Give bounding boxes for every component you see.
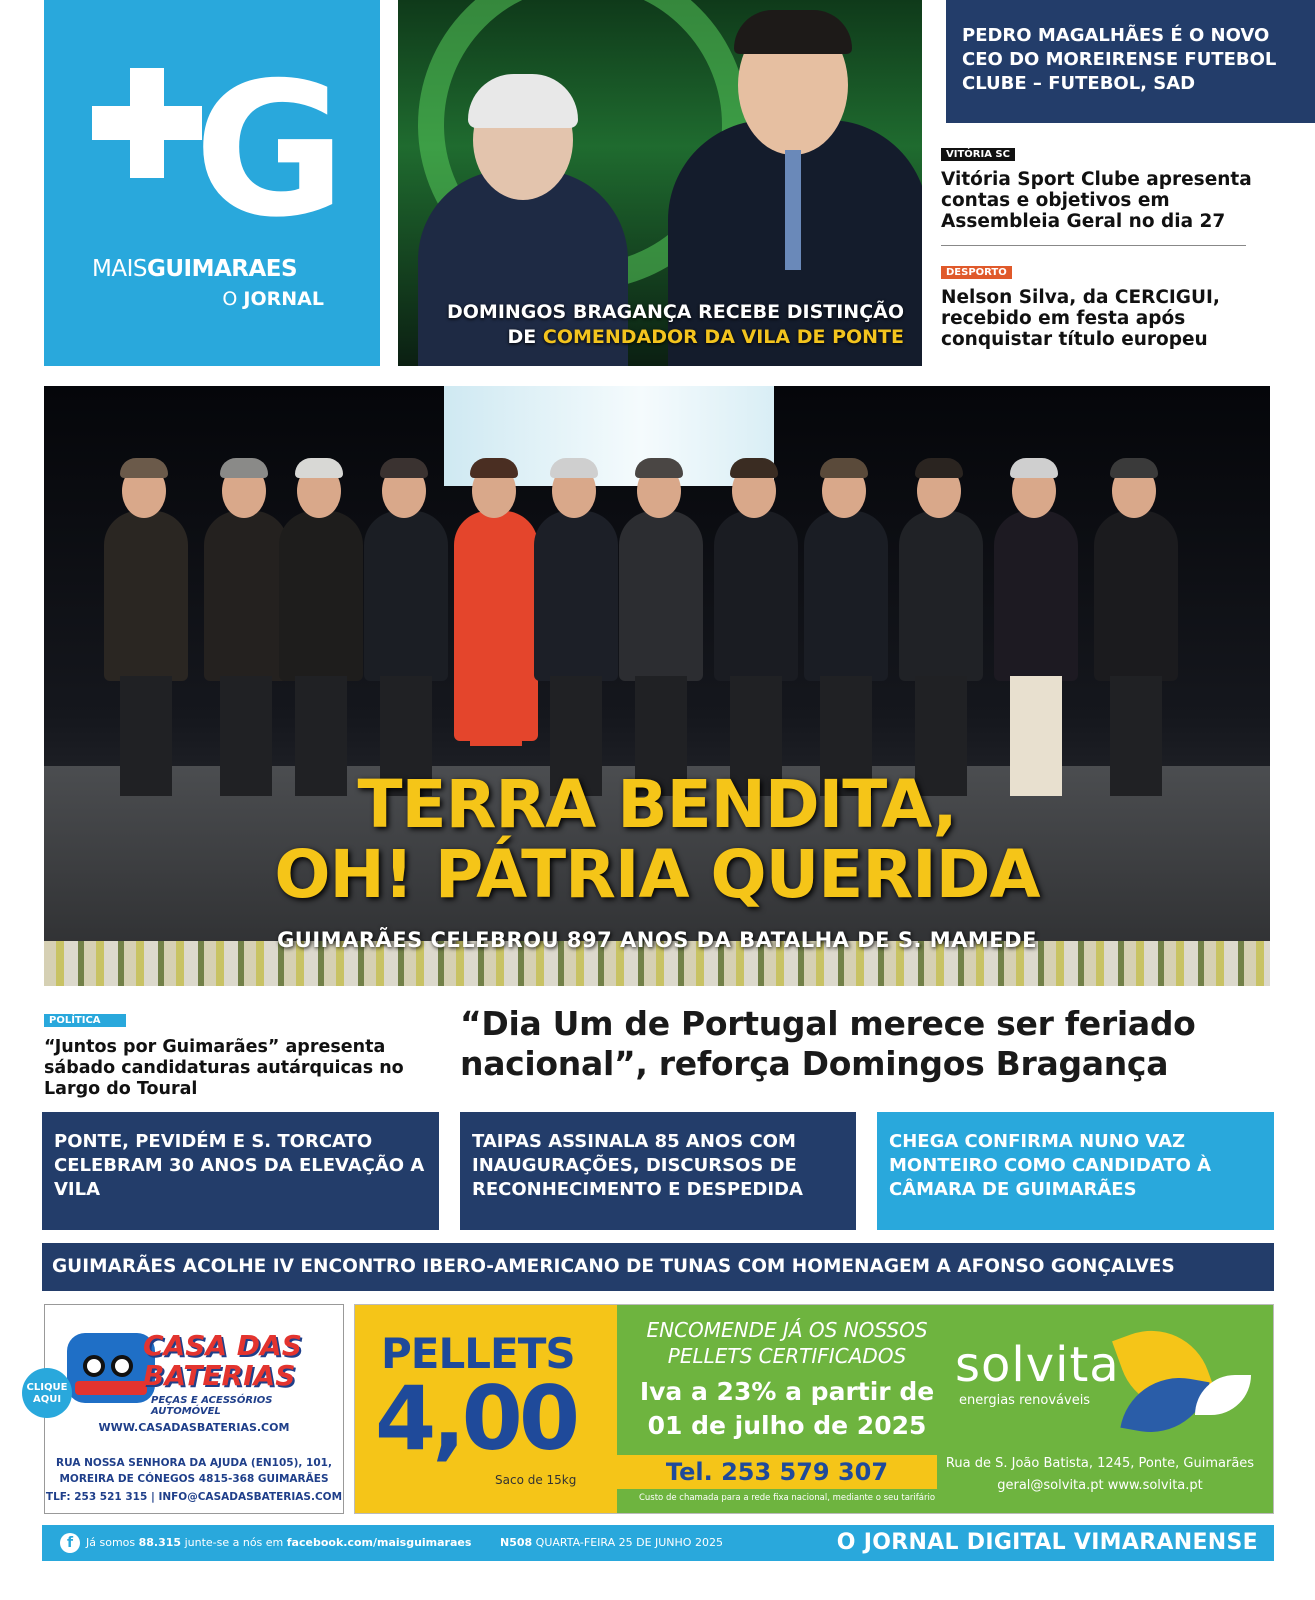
ad-iva-text: Iva a 23% a partir de 01 de julho de 2025 xyxy=(639,1377,935,1440)
ad-price: 4,00 xyxy=(375,1367,577,1470)
story-box-ponte[interactable]: PONTE, PEVIDÉM E S. TORCATO CELEBRAM 30 ANOS DA ELEVAÇÃO A VILA xyxy=(42,1112,439,1230)
main-headline[interactable]: TERRA BENDITA, OH! PÁTRIA QUERIDA xyxy=(274,766,1040,913)
casa-das-baterias-logo xyxy=(67,1325,337,1415)
solvita-logo: solvita xyxy=(955,1337,1120,1393)
ad-order-text: ENCOMENDE JÁ OS NOSSOS PELLETS CERTIFICADOS xyxy=(646,1318,928,1368)
ad-contact: TLF: 253 521 315 | INFO@CASADASBATERIAS.COM xyxy=(45,1491,343,1503)
facebook-cta[interactable]: Já somos 88.315 junte-se a nós em facebook.com/maisguimaraes xyxy=(86,1536,472,1549)
solvita-address: Rua de S. João Batista, 1245, Ponte, Guimarães geral@solvita.pt www.solvita.pt xyxy=(945,1456,1255,1493)
ad-solvita[interactable] xyxy=(354,1304,1274,1514)
side-story-title: Nelson Silva, da CERCIGUI, recebido em festa após conquistar título europeu xyxy=(941,287,1220,350)
solvita-subtitle: energias renováveis xyxy=(959,1393,1091,1408)
caption-highlight: COMENDADOR DA VILA DE PONTE xyxy=(542,326,904,348)
category-tag: POLÍTICA xyxy=(44,1014,126,1027)
category-tag: VITÓRIA SC xyxy=(941,148,1015,161)
story-box-taipas[interactable]: TAIPAS ASSINALA 85 ANOS COM INAUGURAÇÕES, DISCURSOS DE RECONHECIMENTO E DESPEDIDA xyxy=(460,1112,856,1230)
ad-call-note: Custo de chamada para a rede fixa nacional, mediante o seu tarifário xyxy=(638,1493,936,1503)
ad-slogan: PEÇAS E ACESSÓRIOS AUTOMÓVEL xyxy=(151,1395,273,1417)
side-story-desporto[interactable] xyxy=(941,260,1281,350)
ad-phone[interactable]: Tel. 253 579 307 xyxy=(617,1455,937,1489)
side-story-title: Vitória Sport Clube apresenta contas e objetivos em Assembleia Geral no dia 27 xyxy=(941,169,1252,232)
masthead-name: MAISGUIMARAES xyxy=(92,256,298,282)
facebook-icon[interactable]: f xyxy=(60,1533,80,1553)
ad-product: PELLETS xyxy=(381,1329,575,1378)
edition-info: N508 QUARTA-FEIRA 25 DE JUNHO 2025 xyxy=(500,1536,723,1549)
footer-bar xyxy=(42,1525,1274,1561)
battery-car-icon xyxy=(67,1333,155,1403)
ad-unit: Saco de 15kg xyxy=(495,1473,577,1487)
story-politica[interactable] xyxy=(44,1008,434,1100)
divider xyxy=(941,245,1246,246)
headline-box-moreirense[interactable]: PEDRO MAGALHÃES É O NOVO CEO DO MOREIRENSE FUTEBOL CLUBE – FUTEBOL, SAD xyxy=(946,0,1315,123)
logo-letter-g: G xyxy=(194,42,340,258)
ad-brand: CASA DAS BATERIAS xyxy=(143,1329,302,1392)
plus-icon xyxy=(92,68,202,178)
clique-aqui-button[interactable]: CLIQUE AQUI xyxy=(22,1368,72,1418)
category-tag: DESPORTO xyxy=(941,266,1012,279)
story-box-tunas[interactable]: GUIMARÃES ACOLHE IV ENCONTRO IBERO-AMERICANO DE TUNAS COM HOMENAGEM A AFONSO GONÇALVES xyxy=(42,1243,1274,1291)
main-subheadline[interactable]: GUIMARÃES CELEBROU 897 ANOS DA BATALHA DE S. MAMEDE xyxy=(277,928,1037,952)
ad-casa-das-baterias[interactable] xyxy=(44,1304,344,1514)
top-story-photo[interactable] xyxy=(398,0,922,366)
ad-url[interactable]: WWW.CASADASBATERIAS.COM xyxy=(98,1421,290,1434)
person-right-hair xyxy=(734,10,852,54)
person-right-tie xyxy=(785,150,801,270)
story-box-chega[interactable]: CHEGA CONFIRMA NUNO VAZ MONTEIRO COMO CANDIDATO À CÂMARA DE GUIMARÃES xyxy=(877,1112,1274,1230)
quote-headline[interactable]: “Dia Um de Portugal merece ser feriado nacional”, reforça Domingos Bragança xyxy=(460,1004,1196,1083)
story-title: “Juntos por Guimarães” apresenta sábado candidaturas autárquicas no Largo do Toural xyxy=(44,1037,404,1099)
masthead-logo[interactable] xyxy=(44,0,380,366)
footer-tagline: O JORNAL DIGITAL VIMARANENSE xyxy=(836,1530,1258,1555)
masthead-subtitle: O JORNAL xyxy=(222,288,324,310)
ad-address: RUA NOSSA SENHORA DA AJUDA (EN105), 101, MOREIRA DE CÓNEGOS 4815-368 GUIMARÃES xyxy=(56,1457,332,1485)
side-story-vitoria[interactable] xyxy=(941,142,1281,232)
top-story-caption[interactable]: DOMINGOS BRAGANÇA RECEBE DISTINÇÃO DE COMENDADOR DA VILA DE PONTE xyxy=(447,301,904,348)
